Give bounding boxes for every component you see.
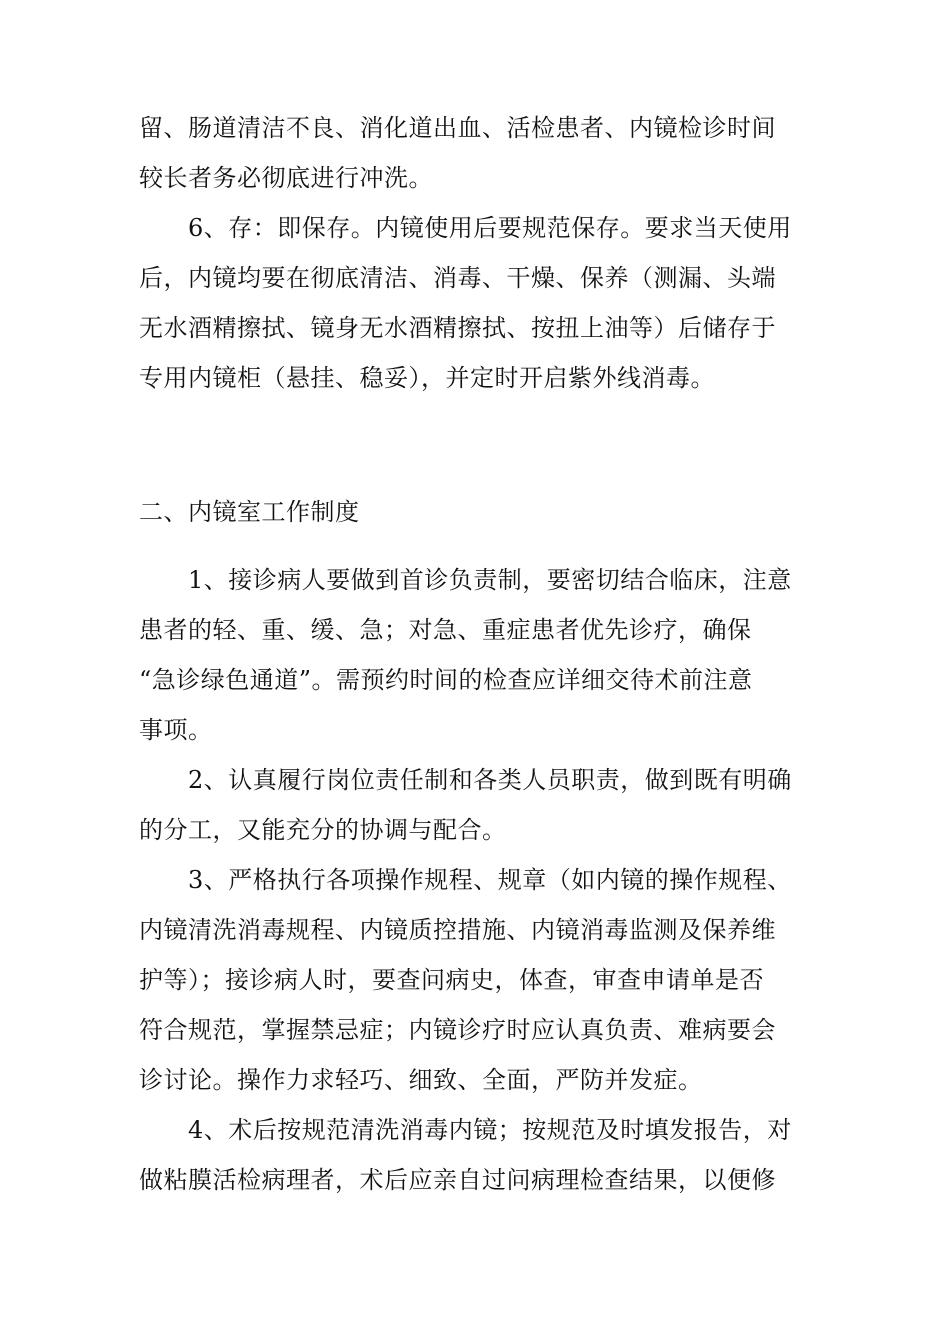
continuation-line-2: 较长者务必彻底进行冲洗。	[139, 164, 433, 192]
section-heading: 二、内镜室工作制度	[139, 498, 360, 526]
rule-4-line-1: 4、术后按规范清洗消毒内镜；按规范及时填发报告，对	[188, 1116, 792, 1144]
rule-1-line-3: “急诊绿色通道”。需预约时间的检查应详细交待术前注意	[139, 666, 753, 694]
rule-3-line-3: 护等）；接诊病人时，要查问病史，体查，审查申请单是否	[139, 966, 764, 994]
rule-2-line-2: 的分工，又能充分的协调与配合。	[139, 816, 507, 844]
item-6-line-4: 专用内镜柜（悬挂、稳妥），并定时开启紫外线消毒。	[139, 364, 715, 392]
item-6-line-2: 后，内镜均要在彻底清洁、消毒、干燥、保养（测漏、头端	[139, 264, 776, 292]
rule-1-line-4: 事项。	[139, 716, 213, 744]
rule-2-line-1: 2、认真履行岗位责任制和各类人员职责，做到既有明确	[188, 766, 792, 794]
item-6-line-1: 6、存：即保存。内镜使用后要规范保存。要求当天使用	[188, 214, 792, 242]
rule-4-line-2: 做粘膜活检病理者，术后应亲自过问病理检查结果，以便修	[139, 1166, 776, 1194]
rule-3-line-1: 3、严格执行各项操作规程、规章（如内镜的操作规程、	[188, 866, 792, 894]
rule-3-line-4: 符合规范，掌握禁忌症；内镜诊疗时应认真负责、难病要会	[139, 1016, 776, 1044]
rule-3-line-2: 内镜清洗消毒规程、内镜质控措施、内镜消毒监测及保养维	[139, 916, 776, 944]
rule-1-line-2: 患者的轻、重、缓、急；对急、重症患者优先诊疗，确保	[139, 616, 752, 644]
rule-1-line-1: 1、接诊病人要做到首诊负责制，要密切结合临床，注意	[188, 566, 792, 594]
continuation-line-1: 留、肠道清洁不良、消化道出血、活检患者、内镜检诊时间	[139, 114, 776, 142]
rule-3-line-5: 诊讨论。操作力求轻巧、细致、全面，严防并发症。	[139, 1066, 703, 1094]
item-6-line-3: 无水酒精擦拭、镜身无水酒精擦拭、按扭上油等）后储存于	[139, 314, 776, 342]
